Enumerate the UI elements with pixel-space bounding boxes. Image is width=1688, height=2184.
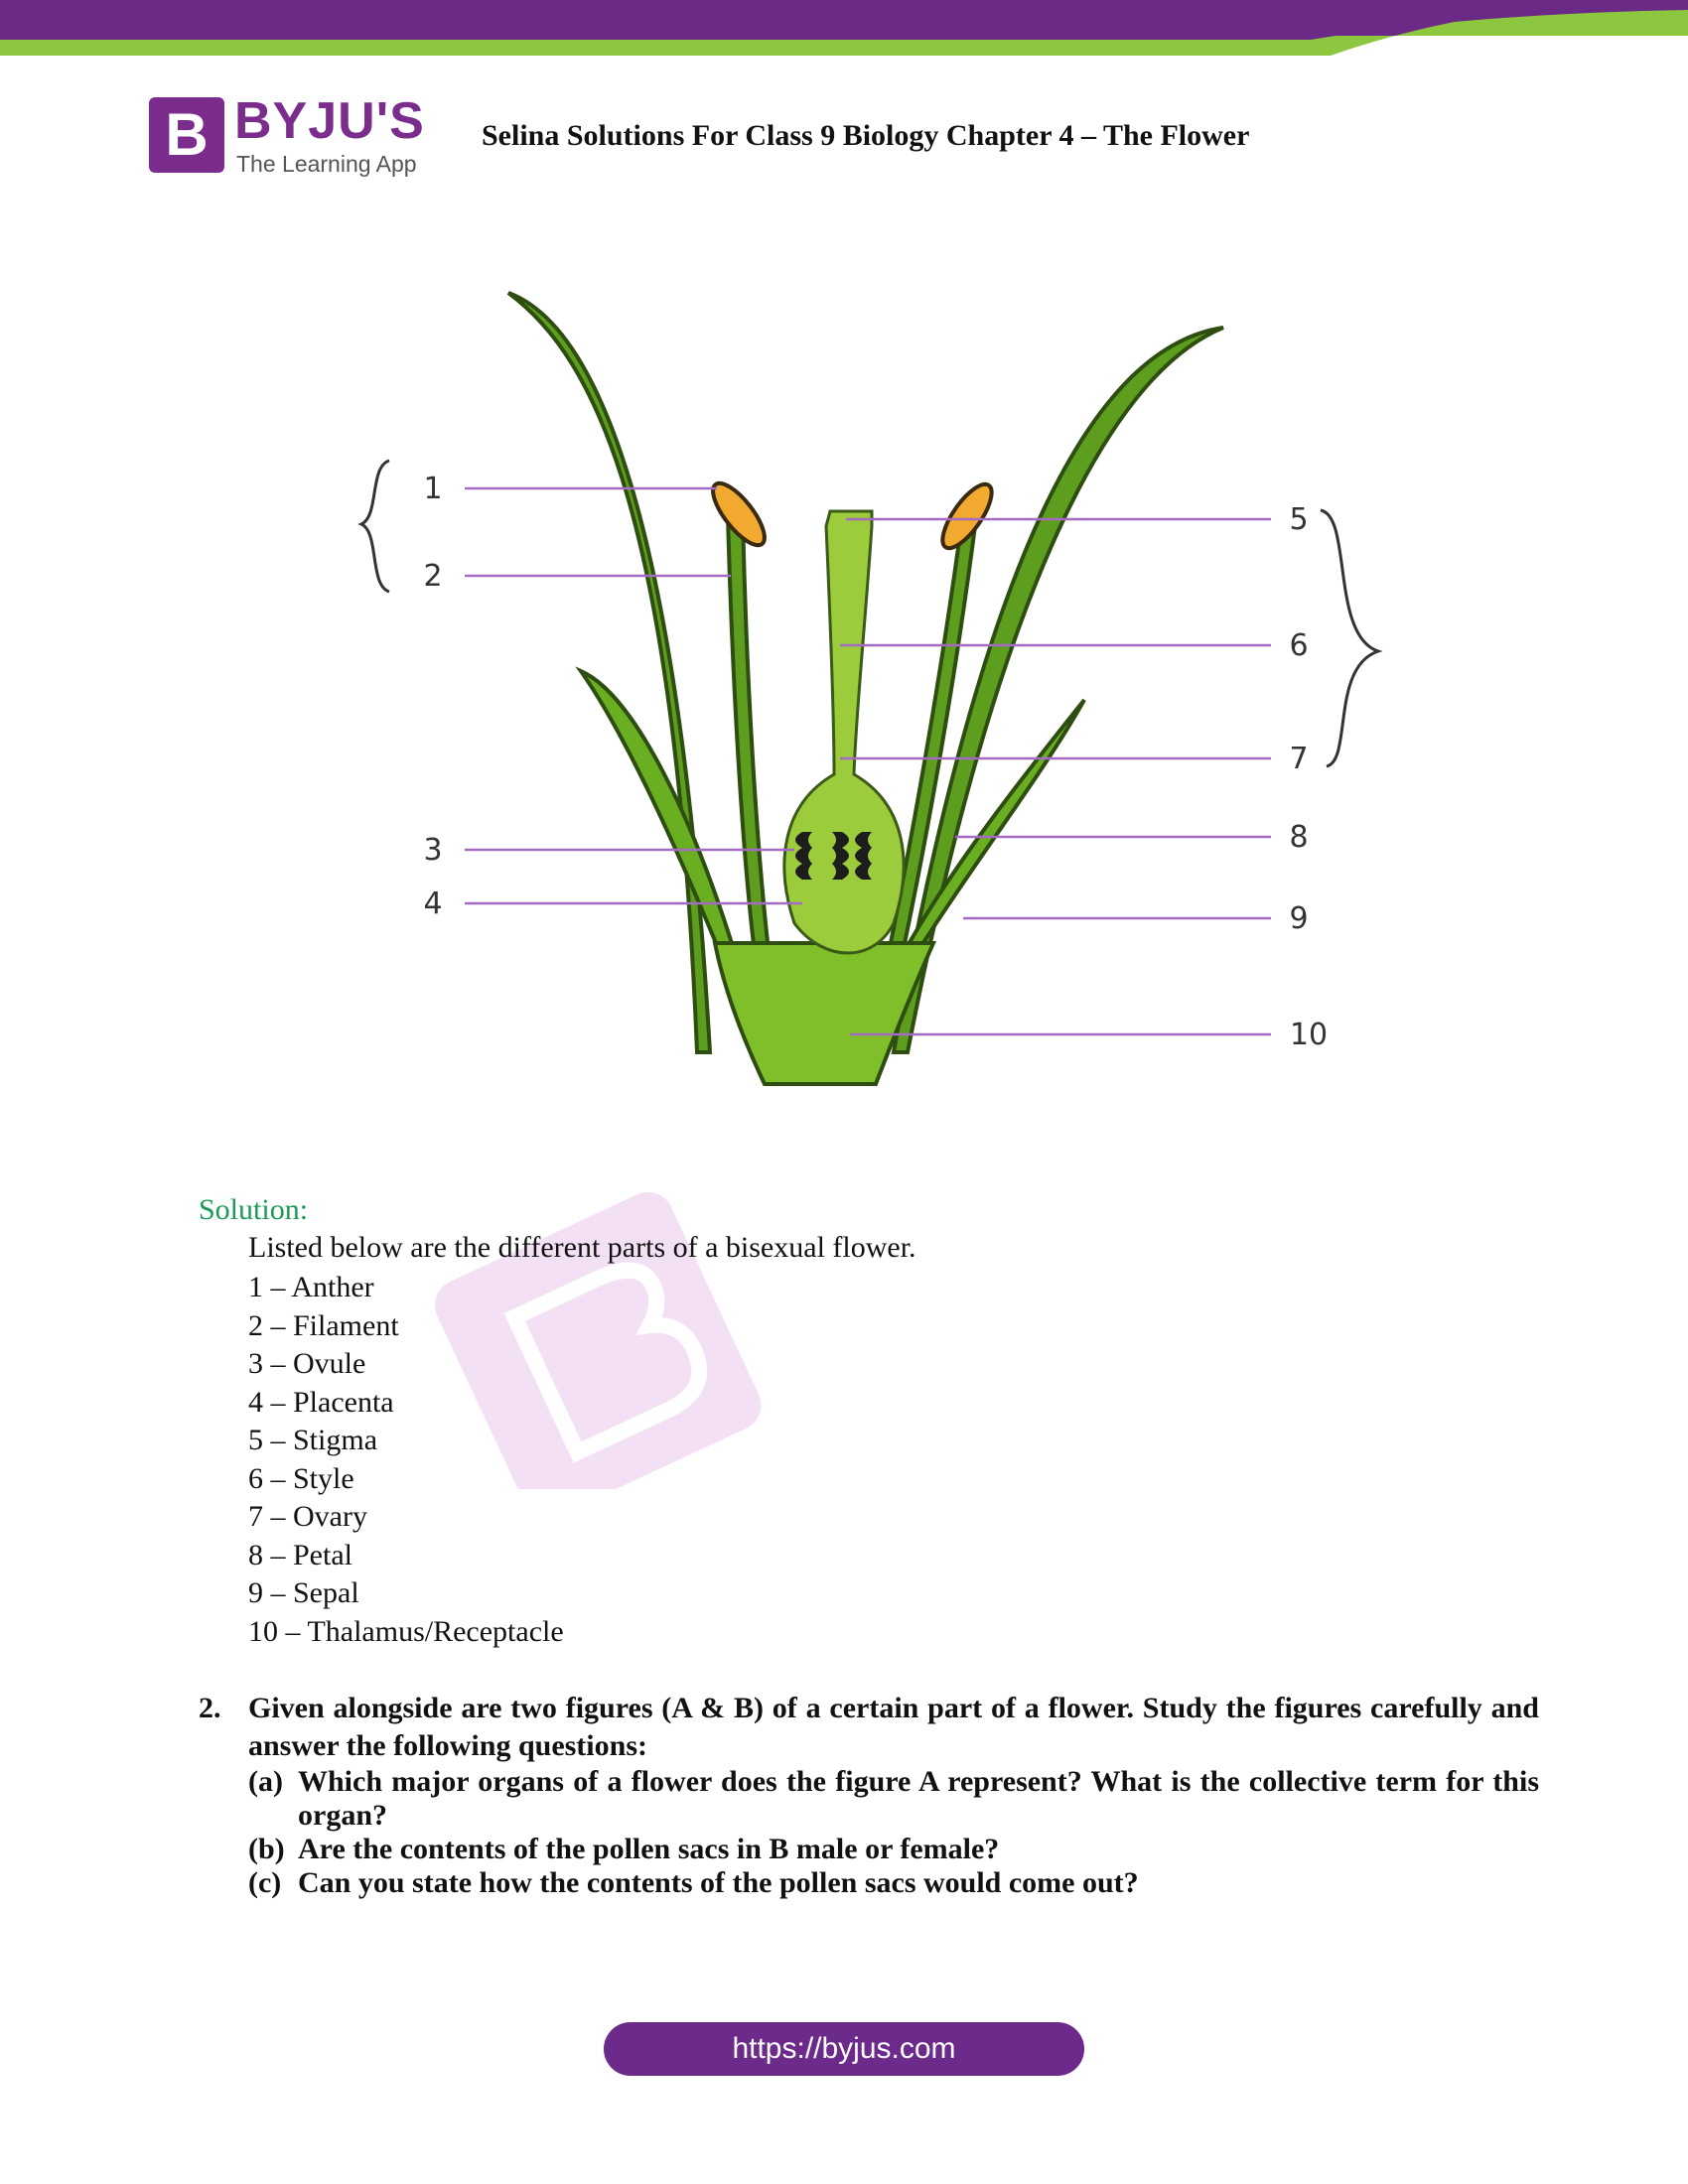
list-item: 4 – Placenta — [248, 1385, 394, 1419]
sub-question-label: (c) — [248, 1866, 282, 1899]
list-item: 10 – Thalamus/Receptacle — [248, 1614, 564, 1648]
label-2: 2 — [423, 559, 443, 594]
label-3: 3 — [423, 833, 443, 868]
page-header — [149, 92, 1539, 187]
label-4: 4 — [423, 887, 443, 921]
sepal-left — [581, 671, 735, 955]
pistil — [784, 511, 904, 953]
list-item: 2 – Filament — [248, 1308, 399, 1342]
label-8: 8 — [1289, 820, 1309, 855]
sub-question-text: Can you state how the contents of the pollen sacs would come out? — [298, 1866, 1139, 1899]
list-item: 8 – Petal — [248, 1538, 352, 1571]
brace-pistil — [1321, 510, 1378, 766]
list-item: 5 – Stigma — [248, 1424, 378, 1456]
sub-question-c — [248, 1866, 1539, 1900]
list-item: 7 – Ovary — [248, 1500, 367, 1533]
top-color-band — [0, 0, 1688, 69]
label-6: 6 — [1289, 628, 1309, 663]
question-number: 2. — [199, 1692, 221, 1724]
label-7: 7 — [1289, 742, 1309, 776]
sub-question-text: Which major organs of a flower does the figure A represent? What is the collective term for this organ? — [298, 1765, 1539, 1832]
brand-name: BYJU'S — [234, 92, 425, 150]
question-2 — [199, 1690, 1539, 1900]
thalamus — [715, 943, 933, 1084]
label-10: 10 — [1289, 1018, 1329, 1052]
list-item: 6 – Style — [248, 1461, 354, 1495]
flower-parts-list — [248, 1269, 564, 1651]
sub-question-b — [248, 1833, 1539, 1866]
brand-tagline: The Learning App — [236, 151, 417, 177]
byjus-logo — [149, 97, 224, 173]
logo-letter: B — [165, 101, 209, 168]
footer-url-link[interactable]: https://byjus.com — [604, 2022, 1084, 2076]
sub-question-label: (a) — [248, 1765, 283, 1798]
label-9: 9 — [1289, 901, 1309, 936]
filament-left — [728, 516, 769, 953]
petal-left-outer — [508, 293, 710, 1052]
label-1: 1 — [423, 472, 443, 506]
sub-question-a — [248, 1765, 1539, 1833]
sub-question-label: (b) — [248, 1833, 285, 1865]
sub-question-text: Are the contents of the pollen sacs in B male or female? — [298, 1833, 1000, 1865]
list-item: 1 – Anther — [248, 1271, 374, 1303]
flower-diagram — [0, 268, 1688, 1102]
list-item: 9 – Sepal — [248, 1576, 359, 1609]
brace-stamen — [361, 461, 389, 592]
question-text: Given alongside are two figures (A & B) of a certain part of a flower. Study the figures carefully and answer the following questions: — [248, 1692, 1539, 1762]
solution-heading: Solution: — [199, 1193, 309, 1226]
document-title: Selina Solutions For Class 9 Biology Chapter 4 – The Flower — [482, 119, 1250, 152]
solution-intro: Listed below are the different parts of a bisexual flower. — [248, 1231, 916, 1264]
list-item: 3 – Ovule — [248, 1347, 366, 1380]
label-5: 5 — [1289, 502, 1309, 537]
